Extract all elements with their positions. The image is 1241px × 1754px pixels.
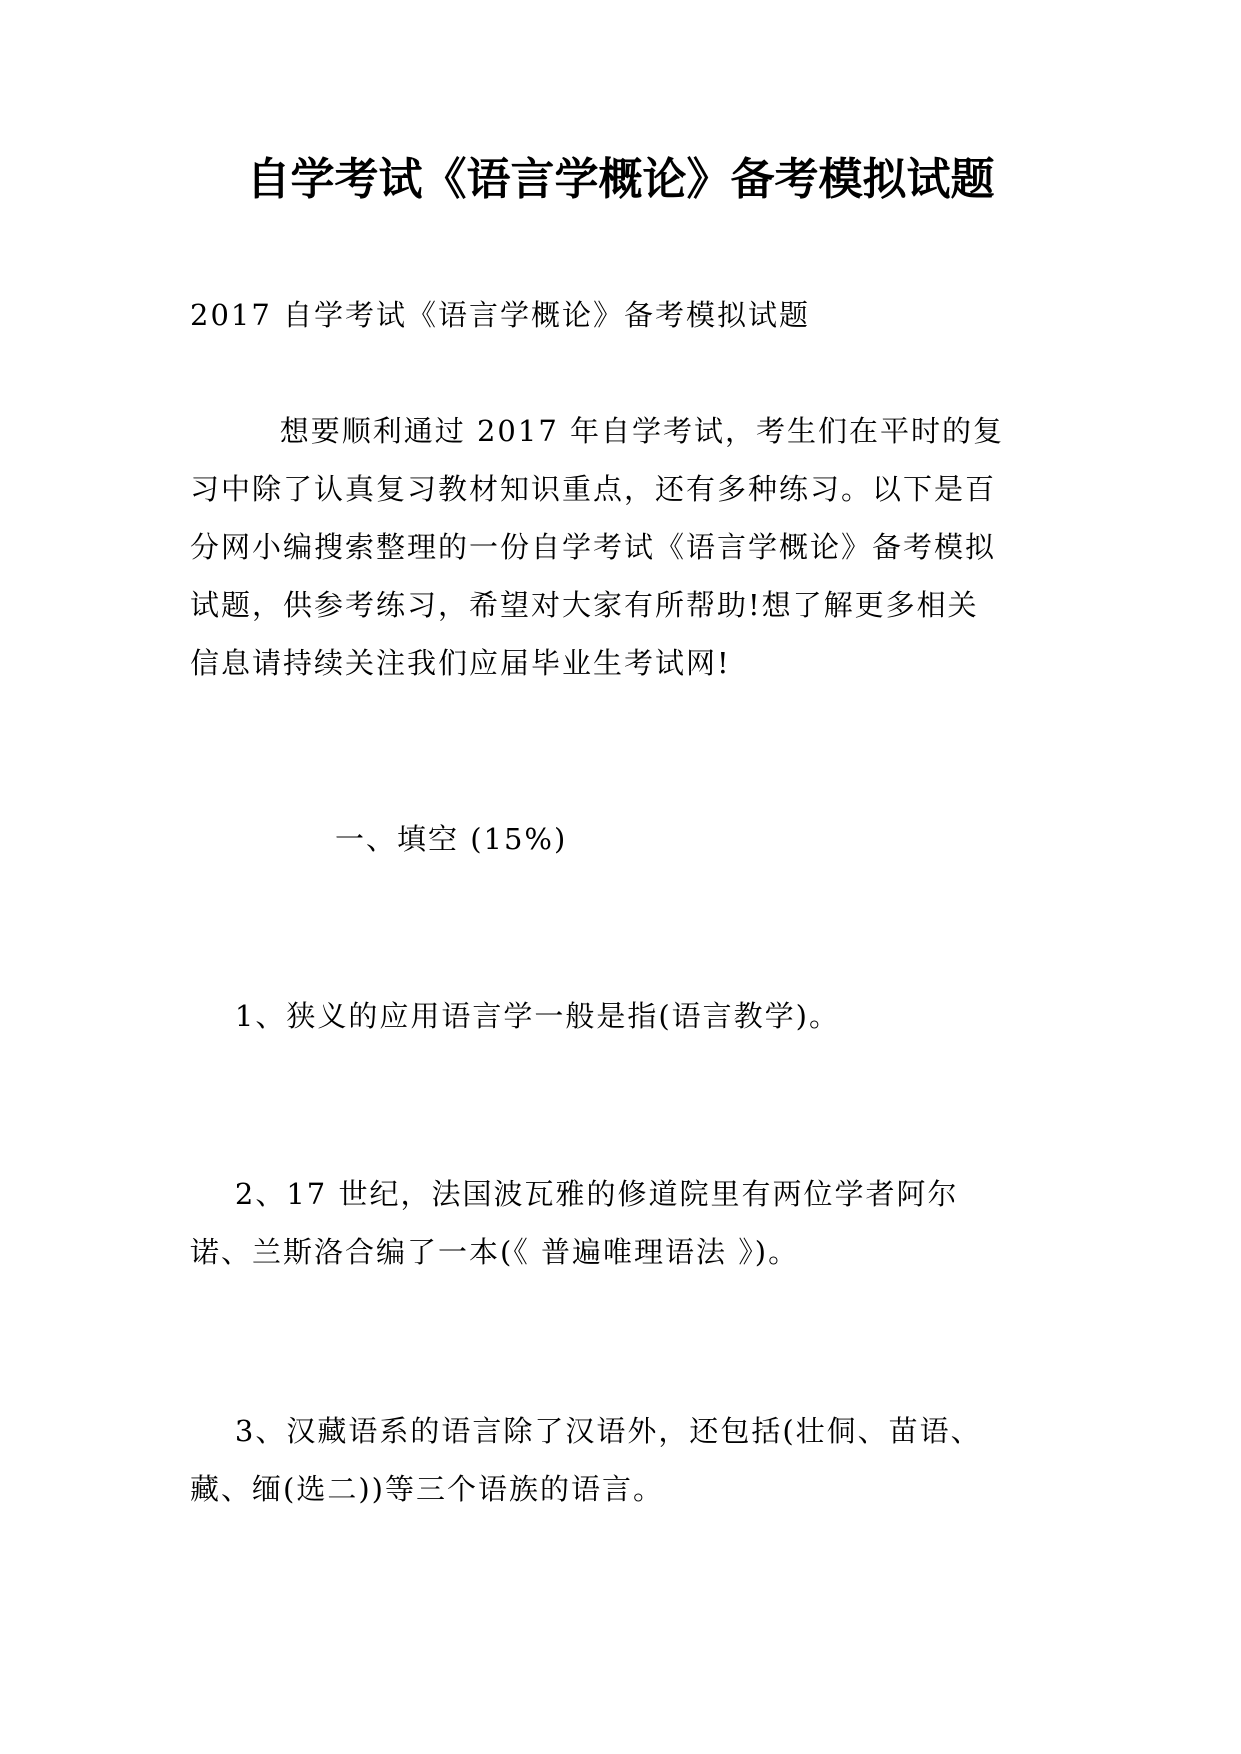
intro-line: 习中除了认真复习教材知识重点，还有多种练习。以下是百: [190, 472, 997, 506]
question-line: 2、17 世纪，法国波瓦雅的修道院里有两位学者阿尔: [190, 1177, 959, 1211]
intro-line: 想要顺利通过 2017 年自学考试，考生们在平时的复: [190, 414, 1004, 448]
document-title: 自学考试《语言学概论》备考模拟试题: [246, 154, 995, 205]
intro-line: 信息请持续关注我们应届毕业生考试网!: [190, 646, 731, 680]
question-line: 1、狭义的应用语言学一般是指(语言教学)。: [190, 999, 840, 1033]
section-heading: 一、填空 (15%): [335, 822, 568, 856]
question-line: 3、汉藏语系的语言除了汉语外，还包括(壮侗、苗语、: [190, 1414, 982, 1448]
document-subtitle: 2017 自学考试《语言学概论》备考模拟试题: [190, 298, 811, 332]
question-line: 藏、缅(选二))等三个语族的语言。: [190, 1472, 664, 1506]
intro-line: 试题，供参考练习，希望对大家有所帮助!想了解更多相关: [190, 588, 979, 622]
intro-line: 分网小编搜索整理的一份自学考试《语言学概论》备考模拟: [190, 530, 997, 564]
question-line: 诺、兰斯洛合编了一本(《 普遍唯理语法 》)。: [190, 1235, 800, 1269]
